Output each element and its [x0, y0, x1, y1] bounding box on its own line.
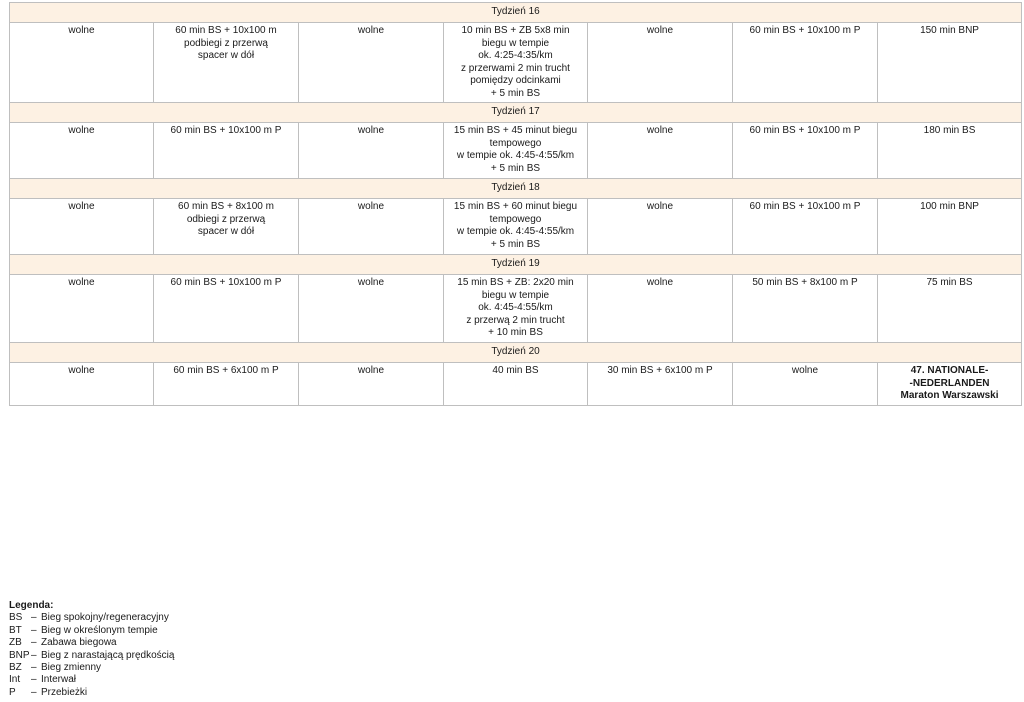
week-title: Tydzień 18 [10, 179, 1022, 199]
day-cell: wolne [588, 275, 733, 343]
legend-dash: – [31, 662, 37, 674]
week-days-row [10, 363, 1022, 406]
day-cell: 60 min BS + 10x100 m P [154, 275, 299, 343]
day-cell: 60 min BS + 10x100 m podbiegi z przerwą spacer w dół [154, 23, 299, 103]
week-days-row [10, 199, 1022, 255]
legend-item [9, 612, 174, 624]
week-title: Tydzień 16 [10, 3, 1022, 23]
week-days-row [10, 275, 1022, 343]
legend-dash: – [31, 637, 37, 649]
legend-desc: Bieg zmienny [41, 662, 102, 674]
day-cell: 180 min BS [878, 123, 1022, 179]
day-cell: 30 min BS + 6x100 m P [588, 363, 733, 406]
legend-item [9, 650, 174, 662]
day-cell: wolne [10, 23, 154, 103]
legend-dash: – [31, 686, 37, 698]
legend-abbr: BNP [9, 649, 30, 661]
week-header-row [10, 3, 1022, 23]
week-title: Tydzień 20 [10, 343, 1022, 363]
day-cell: wolne [10, 363, 154, 406]
day-cell: wolne [10, 123, 154, 179]
day-cell: 60 min BS + 10x100 m P [733, 199, 878, 255]
day-cell: 60 min BS + 10x100 m P [154, 123, 299, 179]
week-days-row [10, 123, 1022, 179]
week-header-row [10, 343, 1022, 363]
legend-dash: – [31, 624, 37, 636]
week-header-row [10, 103, 1022, 123]
day-cell: wolne [588, 123, 733, 179]
legend [9, 600, 174, 699]
day-cell: 100 min BNP [878, 199, 1022, 255]
day-cell: 60 min BS + 8x100 m odbiegi z przerwą spacer w dół [154, 199, 299, 255]
week-header-row [10, 255, 1022, 275]
legend-dash: – [31, 612, 37, 624]
day-cell: 60 min BS + 10x100 m P [733, 123, 878, 179]
week-title: Tydzień 19 [10, 255, 1022, 275]
legend-title: Legenda: [9, 600, 54, 611]
week-title: Tydzień 17 [10, 103, 1022, 123]
legend-abbr: BT [9, 624, 22, 636]
day-cell: 40 min BS [444, 363, 588, 406]
legend-abbr: BS [9, 612, 23, 624]
day-cell: wolne [10, 275, 154, 343]
legend-desc: Interwał [41, 674, 77, 686]
week-header-row [10, 179, 1022, 199]
legend-item [9, 625, 174, 637]
day-cell: wolne [299, 275, 444, 343]
day-cell: wolne [588, 199, 733, 255]
legend-desc: Zabawa biegowa [41, 637, 117, 649]
day-cell: 150 min BNP [878, 23, 1022, 103]
day-cell: wolne [299, 123, 444, 179]
legend-item [9, 662, 174, 674]
legend-dash: – [31, 674, 37, 686]
day-cell: wolne [733, 363, 878, 406]
day-cell: 15 min BS + 60 minut biegu tempowego w tempie ok. 4:45-4:55/km + 5 min BS [444, 199, 588, 255]
legend-dash: – [31, 649, 37, 661]
day-cell: 15 min BS + ZB: 2x20 min biegu w tempie ok. 4:45-4:55/km z przerwą 2 min trucht + 10 min BS [444, 275, 588, 343]
legend-abbr: Int [9, 674, 21, 686]
day-cell: 10 min BS + ZB 5x8 min biegu w tempie ok. 4:25-4:35/km z przerwami 2 min trucht pomiędzy odcinkami + 5 min BS [444, 23, 588, 103]
legend-item [9, 637, 174, 649]
day-cell: 60 min BS + 6x100 m P [154, 363, 299, 406]
day-cell: 15 min BS + 45 minut biegu tempowego w tempie ok. 4:45-4:55/km + 5 min BS [444, 123, 588, 179]
legend-abbr: P [9, 686, 16, 698]
week-days-row [10, 23, 1022, 103]
day-cell: 75 min BS [878, 275, 1022, 343]
day-cell: wolne [299, 23, 444, 103]
day-cell: 50 min BS + 8x100 m P [733, 275, 878, 343]
race-day-cell: 47. NATIONALE- -NEDERLANDEN Maraton Warszawski [878, 363, 1022, 406]
legend-item [9, 687, 174, 699]
day-cell: 60 min BS + 10x100 m P [733, 23, 878, 103]
day-cell: wolne [299, 199, 444, 255]
legend-desc: Przebieżki [41, 686, 88, 698]
day-cell: wolne [10, 199, 154, 255]
day-cell: wolne [299, 363, 444, 406]
legend-desc: Bieg spokojny/regeneracyjny [41, 612, 169, 624]
legend-abbr: BZ [9, 662, 22, 674]
training-plan-table [9, 2, 1022, 406]
legend-abbr: ZB [9, 637, 22, 649]
legend-desc: Bieg z narastającą prędkością [41, 649, 175, 661]
legend-desc: Bieg w określonym tempie [41, 624, 158, 636]
legend-item [9, 674, 174, 686]
day-cell: wolne [588, 23, 733, 103]
